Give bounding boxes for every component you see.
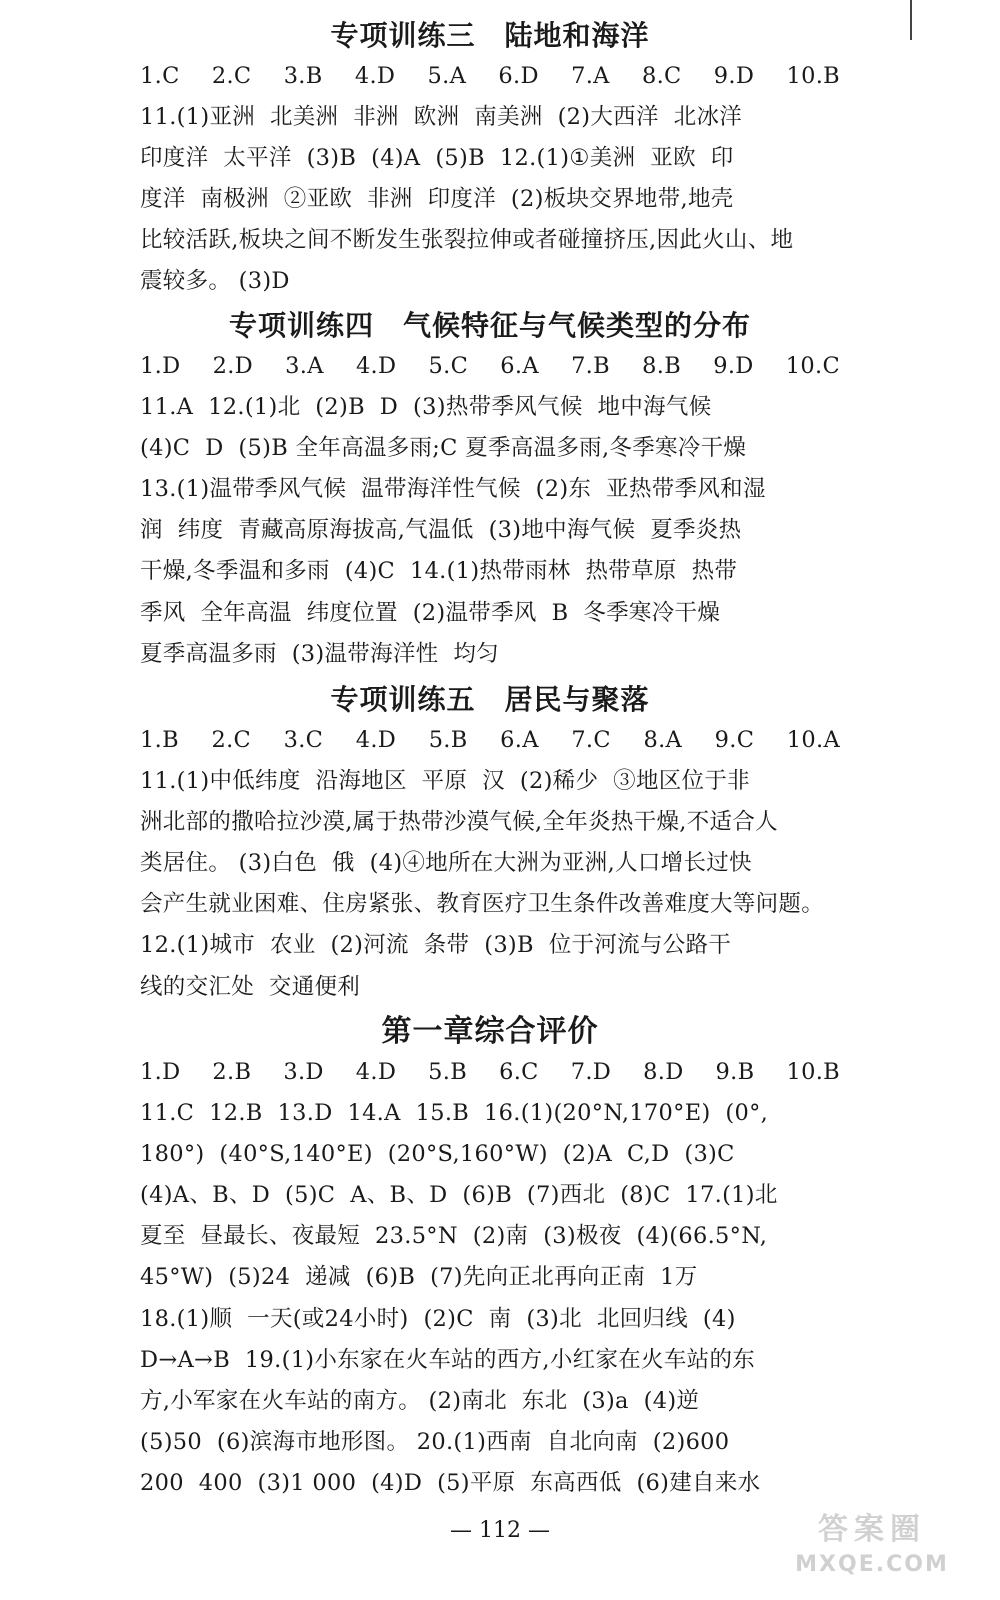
watermark-text: 答案圈 — [818, 1512, 926, 1547]
answer-line: 干燥,冬季温和多雨 (4)C 14.(1)热带雨林 热带草原 热带 — [140, 558, 738, 585]
answer-line: 18.(1)顺 一天(或24小时) (2)C 南 (3)北 北回归线 (4) — [140, 1305, 736, 1332]
answer-line: 1.C 2.C 3.B 4.D 5.A 6.D 7.A 8.C 9.D 10.B — [140, 63, 840, 89]
answer-line: 印度洋 太平洋 (3)B (4)A (5)B 12.(1)①美洲 亚欧 印 — [140, 145, 734, 172]
answer-line: 1.B 2.C 3.C 4.D 5.B 6.A 7.C 8.A 9.C 10.A — [140, 727, 840, 753]
answer-line: 类居住。 (3)白色 俄 (4)④地所在大洲为亚洲,人口增长过快 — [140, 850, 752, 877]
answer-lines — [140, 720, 840, 1008]
answer-line: 震较多。 (3)D — [140, 268, 290, 295]
answer-line: 11.(1)亚洲 北美洲 非洲 欧洲 南美洲 (2)大西洋 北冰洋 — [140, 104, 743, 131]
section-title: 专项训练五 居民与聚落 — [330, 683, 650, 716]
answer-line: 180°) (40°S,140°E) (20°S,160°W) (2)A C,D (3)C — [140, 1141, 735, 1168]
answer-line: 线的交汇处 交通便利 — [140, 973, 361, 1000]
section-3 — [140, 16, 840, 303]
answer-line: 夏至 昼最长、夜最短 23.5°N (2)南 (3)极夜 (4)(66.5°N, — [140, 1223, 768, 1250]
answer-line: 比较活跃,板块之间不断发生张裂拉伸或者碰撞挤压,因此火山、地 — [140, 227, 794, 254]
section-5 — [140, 680, 840, 1008]
answer-line: 夏季高温多雨 (3)温带海洋性 均匀 — [140, 640, 499, 667]
chapter-1-review — [140, 1012, 840, 1504]
section-4 — [140, 306, 840, 675]
answer-line: 1.D 2.D 3.A 4.D 5.C 6.A 7.B 8.B 9.D 10.C — [140, 353, 840, 379]
page-edge-rule — [910, 0, 912, 40]
answer-line: 45°W) (5)24 递减 (6)B (7)先向正北再向正南 1万 — [140, 1264, 698, 1291]
answer-line: 洲北部的撒哈拉沙漠,属于热带沙漠气候,全年炎热干燥,不适合人 — [140, 809, 778, 836]
answer-line: 度洋 南极洲 ②亚欧 非洲 印度洋 (2)板块交界地带,地壳 — [140, 186, 734, 213]
watermark-url: MXQE.COM — [795, 1552, 949, 1577]
answer-line: 12.(1)城市 农业 (2)河流 条带 (3)B 位于河流与公路干 — [140, 932, 732, 959]
answer-line: 方,小军家在火车站的南方。 (2)南北 东北 (3)a (4)逆 — [140, 1387, 700, 1414]
answer-line: 1.D 2.B 3.D 4.D 5.B 6.C 7.D 8.D 9.B 10.B — [140, 1059, 840, 1085]
answer-line: (4)C D (5)B 全年高温多雨;C 夏季高温多雨,冬季寒冷干燥 — [140, 435, 747, 462]
answer-line: 会产生就业困难、住房紧张、教育医疗卫生条件改善难度大等问题。 — [140, 891, 825, 918]
watermark-logo — [762, 1510, 982, 1590]
answer-line: 200 400 (3)1 000 (4)D (5)平原 东高西低 (6)建自来水 — [140, 1469, 761, 1496]
answer-line: 13.(1)温带季风气候 温带海洋性气候 (2)东 亚热带季风和湿 — [140, 476, 766, 503]
answer-line: (5)50 (6)滨海市地形图。 20.(1)西南 自北向南 (2)600 — [140, 1428, 730, 1455]
answer-line: 11.(1)中低纬度 沿海地区 平原 汉 (2)稀少 ③地区位于非 — [140, 768, 750, 795]
answer-lines — [140, 1052, 840, 1504]
chapter-title: 第一章综合评价 — [381, 1014, 599, 1049]
answer-line: 11.A 12.(1)北 (2)B D (3)热带季风气候 地中海气候 — [140, 394, 712, 421]
answer-line: 11.C 12.B 13.D 14.A 15.B 16.(1)(20°N,170°E) (0°, — [140, 1100, 769, 1127]
answer-lines — [140, 346, 840, 675]
answer-line: 季风 全年高温 纬度位置 (2)温带季风 B 冬季寒冷干燥 — [140, 599, 721, 626]
answer-line: 润 纬度 青藏高原海拔高,气温低 (3)地中海气候 夏季炎热 — [140, 517, 742, 544]
answer-lines — [140, 56, 840, 303]
section-title: 专项训练三 陆地和海洋 — [330, 19, 650, 52]
answer-line: (4)A、B、D (5)C A、B、D (6)B (7)西北 (8)C 17.(1)北 — [140, 1182, 778, 1209]
section-title: 专项训练四 气候特征与气候类型的分布 — [228, 309, 751, 342]
page-number: — 112 — — [450, 1518, 550, 1543]
answer-line: D→A→B 19.(1)小东家在火车站的西方,小红家在火车站的东 — [140, 1346, 756, 1373]
